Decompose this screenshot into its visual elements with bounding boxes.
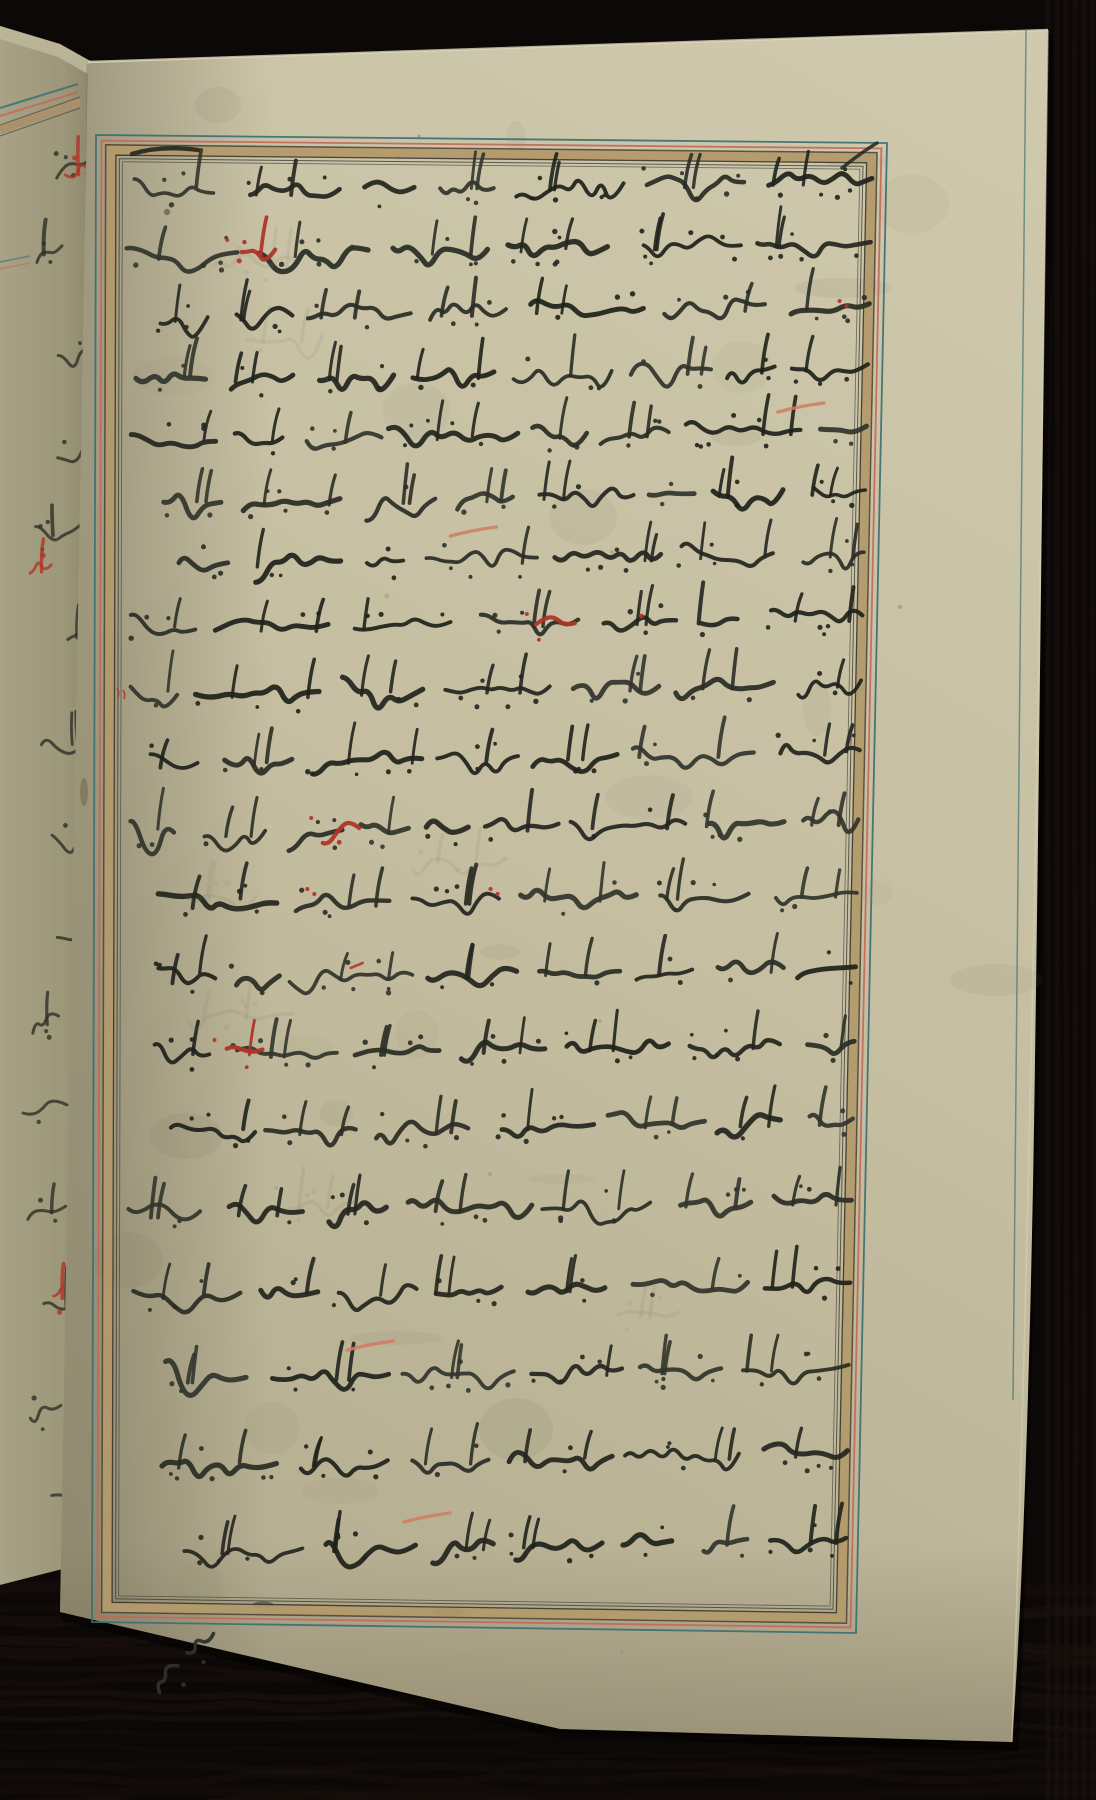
folio-page — [60, 30, 1048, 1746]
